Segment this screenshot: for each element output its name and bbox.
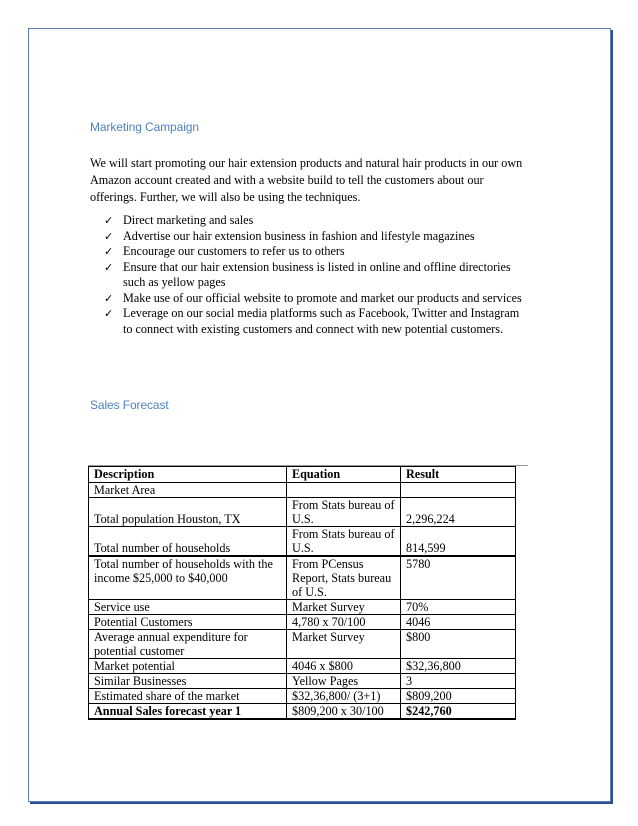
checkmark-icon: ✓: [104, 229, 114, 243]
table-row: Average annual expenditure for potential customer Market Survey $800: [89, 630, 516, 659]
table-row: Total number of households with the income $25,000 to $40,000 From PCensus Report, Stats bureau of U.S. 5780: [89, 556, 516, 600]
table-row: Market Area: [89, 483, 516, 498]
checkmark-icon: ✓: [104, 214, 114, 227]
sales-forecast-table: [88, 466, 516, 720]
table-row: Service use Market Survey 70%: [89, 600, 516, 615]
table-row: Total population Houston, TX From Stats bureau of U.S. 2,296,224: [89, 498, 516, 527]
list-item: ✓ Encourage our customers to refer us to others: [104, 244, 345, 258]
checkmark-icon: ✓: [104, 291, 114, 305]
table-row-total: Annual Sales forecast year 1 $809,200 x 30/100 $242,760: [89, 704, 516, 720]
list-item: ✓ Leverage on our social media platforms such as Facebook, Twitter and Instagram to connect with existing customers and connect with new potential customers.: [104, 306, 520, 336]
table-row: Total number of households From Stats bureau of U.S. 814,599: [89, 527, 516, 557]
column-header-description: Description: [89, 467, 287, 483]
marketing-heading: Marketing Campaign: [90, 120, 199, 134]
column-header-result: Result: [401, 467, 516, 483]
table-row: Market potential 4046 x $800 $32,36,800: [89, 659, 516, 674]
checkmark-icon: ✓: [104, 260, 114, 274]
technique-list: [104, 213, 524, 337]
list-item: ✓ Ensure that our hair extension business is listed in online and offline directories such as yellow pages: [104, 259, 511, 289]
sales-heading: Sales Forecast: [90, 398, 169, 412]
list-item: ✓ Direct marketing and sales: [104, 213, 254, 227]
list-item: ✓ Make use of our official website to promote and market our products and services: [104, 290, 522, 305]
table-row: Estimated share of the market $32,36,800/ (3+1) $809,200: [89, 689, 516, 704]
marketing-paragraph: We will start promoting our hair extension products and natural hair products in our own Amazon account created and with a website build to tell the customers about our offerings. Further, we will also be using the techniques.: [90, 156, 523, 204]
table-header-row: [89, 467, 516, 483]
table-row: Potential Customers 4,780 x 70/100 4046: [89, 615, 516, 630]
checkmark-icon: ✓: [104, 245, 114, 258]
column-header-equation: Equation: [287, 467, 401, 483]
table-row: Similar Businesses Yellow Pages 3: [89, 674, 516, 689]
checkmark-icon: ✓: [104, 307, 114, 320]
list-item: ✓ Advertise our hair extension business in fashion and lifestyle magazines: [104, 228, 475, 243]
